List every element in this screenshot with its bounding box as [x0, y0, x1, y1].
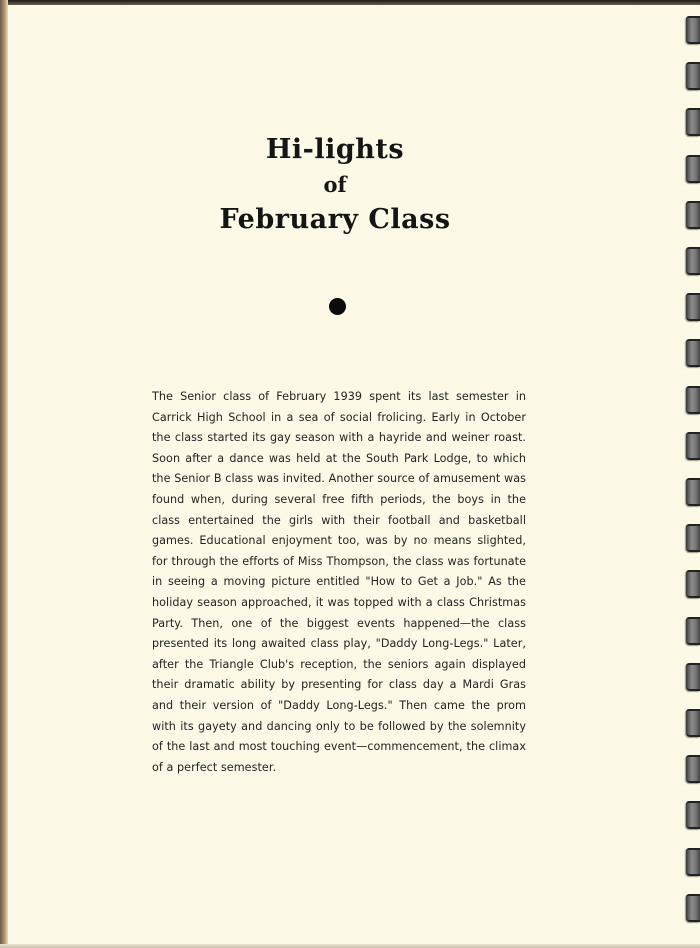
page-title-line-2: of	[323, 172, 347, 197]
binder-ring-icon	[686, 755, 700, 783]
binder-ring-icon	[686, 247, 700, 275]
text-line: for through the efforts of Miss Thompson, the class was fortunate	[152, 554, 526, 568]
body-paragraph	[152, 387, 526, 778]
binder-ring-icon	[686, 617, 700, 645]
text-line: The Senior class of February 1939 spent its last semester in	[152, 390, 526, 403]
binder-ring-icon	[686, 432, 700, 460]
binder-ring-icon	[686, 62, 700, 90]
binder-ring-icon	[686, 663, 700, 691]
binder-ring-icon	[686, 16, 700, 44]
binder-ring-icon	[686, 709, 700, 737]
text-line: of the last and most touching event—commencement, the climax	[152, 740, 526, 754]
binder-ring-icon	[686, 894, 700, 922]
text-line: the Senior B class was invited. Another source of amusement was	[152, 472, 526, 486]
binder-ring-icon	[686, 386, 700, 414]
text-line: holiday season approached, it was topped with a class Christmas	[152, 595, 526, 609]
page-top-edge	[0, 0, 700, 5]
text-line: in seeing a moving picture entitled "How to Get a Job." As the	[152, 575, 526, 589]
binder-ring-icon	[686, 570, 700, 598]
text-line: Soon after a dance was held at the South Park Lodge, to which	[152, 451, 526, 465]
binder-ring-icon	[686, 524, 700, 552]
text-line: Carrick High School in a sea of social frolicing. Early in October	[152, 410, 526, 424]
text-line: their dramatic ability by presenting for class day a Mardi Gras	[152, 678, 526, 692]
text-line: of a perfect semester.	[152, 760, 277, 774]
text-line: with its gayety and dancing only to be followed by the solemnity	[152, 719, 526, 733]
binder-ring-icon	[686, 801, 700, 829]
binder-ring-icon	[686, 293, 700, 321]
text-line: class entertained the girls with their football and basketball	[152, 513, 526, 527]
binder-ring-icon	[686, 155, 700, 183]
page-title-line-1: Hi-lights	[265, 134, 405, 165]
binder-ring-icon	[686, 108, 700, 136]
binder-ring-icon	[686, 848, 700, 876]
text-line: games. Educational enjoyment too, was by no means slighted,	[152, 534, 526, 548]
text-line: presented its long awaited class play, "Daddy Long-Legs." Later,	[152, 637, 526, 651]
bullet-dot-icon	[329, 298, 346, 315]
text-line: and their version of "Daddy Long-Legs." Then came the prom	[152, 698, 526, 712]
text-line: the class started its gay season with a hayride and weiner roast.	[152, 431, 526, 445]
text-line: found when, during several free fifth periods, the boys in the	[152, 492, 526, 506]
page-title-line-3: February Class	[219, 204, 451, 235]
binder-ring-icon	[686, 339, 700, 367]
text-line: Party. Then, one of the biggest events happened—the class	[152, 616, 526, 630]
text-line: after the Triangle Club's reception, the seniors again displayed	[152, 657, 526, 671]
binder-ring-icon	[686, 201, 700, 229]
binder-ring-icon	[686, 478, 700, 506]
page-bottom-edge	[0, 944, 700, 948]
